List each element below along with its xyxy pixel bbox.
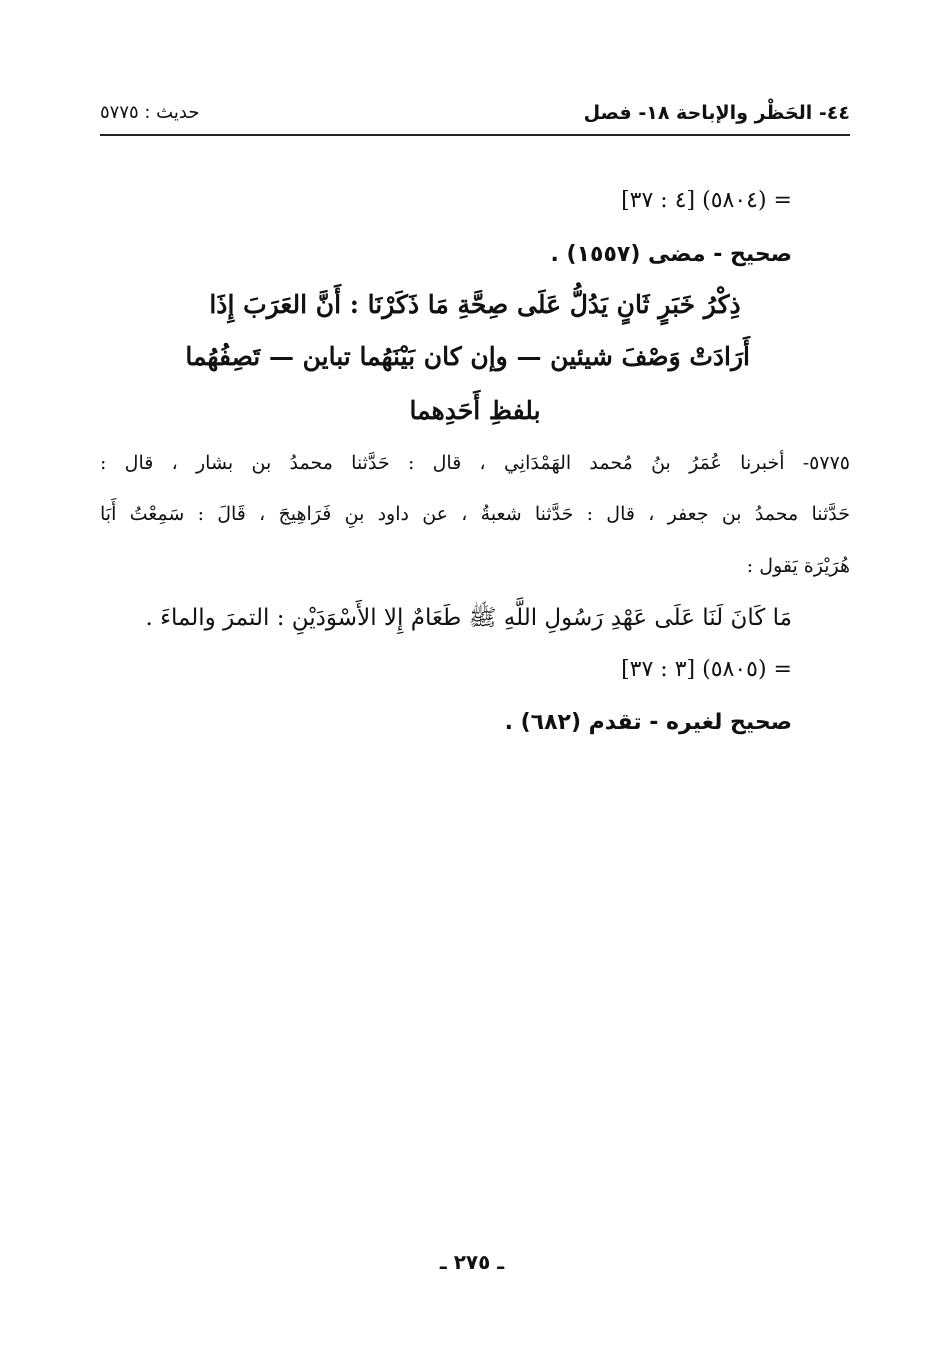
isnad-line-3: هُرَيْرَة يَقول : bbox=[746, 555, 850, 577]
header-book-chapter bbox=[514, 102, 850, 124]
header-book-title: ٤٤- الحَظْر والإباحة bbox=[676, 102, 850, 124]
running-header bbox=[100, 100, 850, 136]
previous-hadith-reference: = (٥٨٠٤) [٤ : ٣٧] bbox=[621, 188, 792, 213]
hadith-grade: صحيح لغيره - تقدم (٦٨٢) . bbox=[504, 710, 792, 735]
hadith-text: مَا كَانَ لَنَا عَلَى عَهْدِ رَسُولِ اللَّهِ ﷺ طَعَامٌ إِلا الأَسْوَدَيْنِ : التمرَ والماءَ . bbox=[145, 605, 792, 631]
page-number: ـ ٢٧٥ ـ bbox=[439, 1250, 505, 1274]
chapter-heading-line-2: أَرَادَتْ وَصْفَ شيئين — وإن كان بَيْنَهُما تباين — تَصِفُهُما bbox=[185, 342, 750, 371]
previous-hadith-grade: صحيح - مضى (١٥٥٧) . bbox=[550, 242, 792, 267]
hadith-reference: = (٥٨٠٥) [٣ : ٣٧] bbox=[621, 657, 792, 682]
isnad-line-1: ٥٧٧٥- أخبرنا عُمَرُ بنُ مُحمد الهَمْدَانِي ، قال : حَدَّثنا محمدُ بن بشار ، قال : bbox=[100, 452, 850, 474]
chapter-heading-line-3: بلفظِ أَحَدِهما bbox=[409, 396, 541, 425]
header-hadith-ref: حديث : ٥٧٧٥ bbox=[100, 102, 200, 123]
isnad-line-2: حَدَّثنا محمدُ بن جعفر ، قال : حَدَّثنا شعبةُ ، عن داود بنِ فَرَاهِيجَ ، قَالَ : سَمِعْتُ أَبَا bbox=[100, 503, 850, 525]
header-chapter: ١٨- فصل bbox=[583, 102, 670, 124]
chapter-heading-line-1: ذِكْرُ خَبَرٍ ثَانٍ يَدُلُّ عَلَى صِحَّةِ مَا ذَكَرْنَا : أَنَّ العَرَبَ إِذَا bbox=[209, 290, 741, 319]
